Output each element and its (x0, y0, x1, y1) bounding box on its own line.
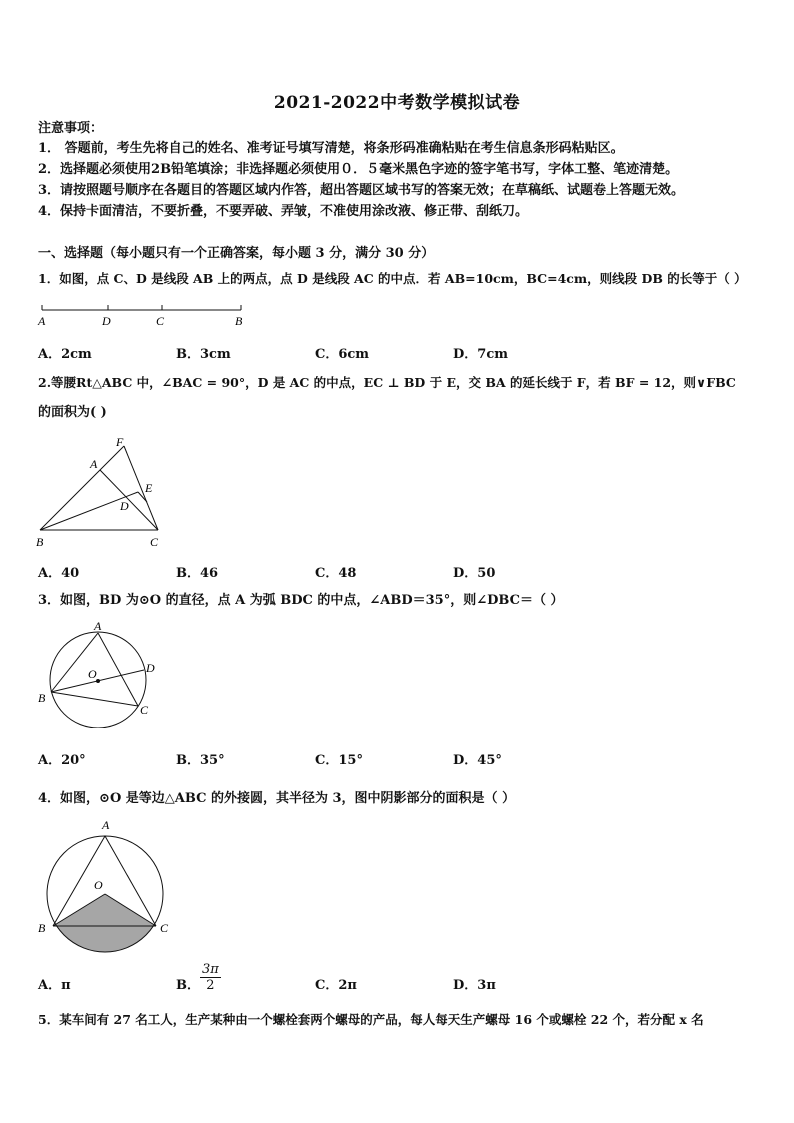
q2-option-c[interactable]: C．48 (315, 566, 357, 581)
q3-option-c[interactable]: C．15° (315, 753, 363, 768)
notice-item-4: 4．保持卡面清洁，不要折叠，不要弄破、弄皱，不准使用涂改液、修正带、刮纸刀。 (38, 204, 529, 219)
q1-option-d[interactable]: D．7cm (453, 347, 508, 362)
q2-label-b: B (36, 535, 44, 549)
q4-option-d[interactable]: D．3π (453, 978, 496, 993)
notice-item-2: 2．选择题必须使用2B铅笔填涂；非选择题必须使用０．５毫米黑色字迹的签字笔书写，字体工整、笔迹清楚。 (38, 162, 679, 177)
q2-label-d: D (120, 499, 129, 513)
q1-label-c: C (156, 314, 165, 328)
q2-option-a[interactable]: A．40 (38, 566, 80, 581)
q4-circle-figure (32, 814, 182, 964)
q3-label-o: O (88, 667, 97, 681)
q2-label-e: E (145, 481, 153, 495)
q1-label-b: B (235, 314, 243, 328)
q2-label-f: F (116, 435, 124, 449)
q1-stem: 1．如图，点 C、D 是线段 AB 上的两点，点 D 是线段 AC 的中点．若 AB=10cm，BC=4cm，则线段 DB 的长等于（ ） (38, 271, 747, 286)
notice-heading: 注意事项： (38, 121, 104, 136)
q4-option-b-fraction (200, 962, 221, 993)
q2-stem-line1: 2.等腰Rt△ABC 中，∠BAC = 90°，D 是 AC 的中点，EC ⊥ BD 于 E，交 BA 的延长线于 F，若 BF = 12，则∨FBC (38, 375, 736, 390)
q3-option-d[interactable]: D．45° (453, 753, 502, 768)
q2-option-d[interactable]: D．50 (453, 566, 496, 581)
q4-label-o: O (94, 878, 103, 892)
q1-option-b[interactable]: B．3cm (176, 347, 231, 362)
q1-label-a: A (38, 314, 46, 328)
q2-label-c: C (150, 535, 159, 549)
q3-option-b[interactable]: B．35° (176, 753, 225, 768)
q4-label-c: C (160, 921, 169, 935)
q1-segment-figure (36, 298, 251, 332)
notice-item-3: 3．请按照题号顺序在各题目的答题区域内作答，超出答题区域书写的答案无效；在草稿纸、试题卷上答题无效。 (38, 183, 685, 198)
q3-label-d: D (146, 661, 155, 675)
q4-label-a: A (102, 818, 110, 832)
q3-circle-figure (32, 616, 162, 728)
q3-option-a[interactable]: A．20° (38, 753, 86, 768)
q4-option-b[interactable]: B． (176, 978, 200, 993)
q3-stem: 3．如图，BD 为⊙O 的直径，点 A 为弧 BDC 的中点，∠ABD＝35°，则∠DBC＝（ ） (38, 593, 564, 608)
q1-label-d: D (102, 314, 111, 328)
q5-stem: 5．某车间有 27 名工人，生产某种由一个螺栓套两个螺母的产品，每人每天生产螺母 16 个或螺栓 22 个，若分配 x 名 (38, 1012, 704, 1027)
notice-item-1: 1． 答题前，考生先将自己的姓名、准考证号填写清楚，将条形码准确粘贴在考生信息条形码粘贴区。 (38, 141, 624, 156)
q4-option-c[interactable]: C．2π (315, 978, 357, 993)
q2-triangle-figure (32, 432, 172, 552)
section-heading: 一、选择题（每小题只有一个正确答案，每小题 3 分，满分 30 分） (38, 246, 435, 261)
q3-label-a: A (94, 619, 102, 633)
q4-option-a[interactable]: A．π (38, 978, 71, 993)
q1-option-a[interactable]: A．2cm (38, 347, 92, 362)
q4-option-b-numerator: 3π (202, 962, 219, 977)
q1-option-c[interactable]: C．6cm (315, 347, 370, 362)
q2-label-a: A (90, 457, 98, 471)
q4-option-b-denominator: 2 (206, 978, 215, 993)
q3-label-c: C (140, 703, 149, 717)
q4-stem: 4．如图，⊙O 是等边△ABC 的外接圆，其半径为 3，图中阴影部分的面积是（ ） (38, 791, 516, 806)
q2-option-b[interactable]: B．46 (176, 566, 219, 581)
q4-label-b: B (38, 921, 46, 935)
q3-label-b: B (38, 691, 46, 705)
page-title: 2021-2022中考数学模拟试卷 (273, 93, 521, 113)
q2-stem-line2: 的面积为( ) (38, 405, 107, 420)
